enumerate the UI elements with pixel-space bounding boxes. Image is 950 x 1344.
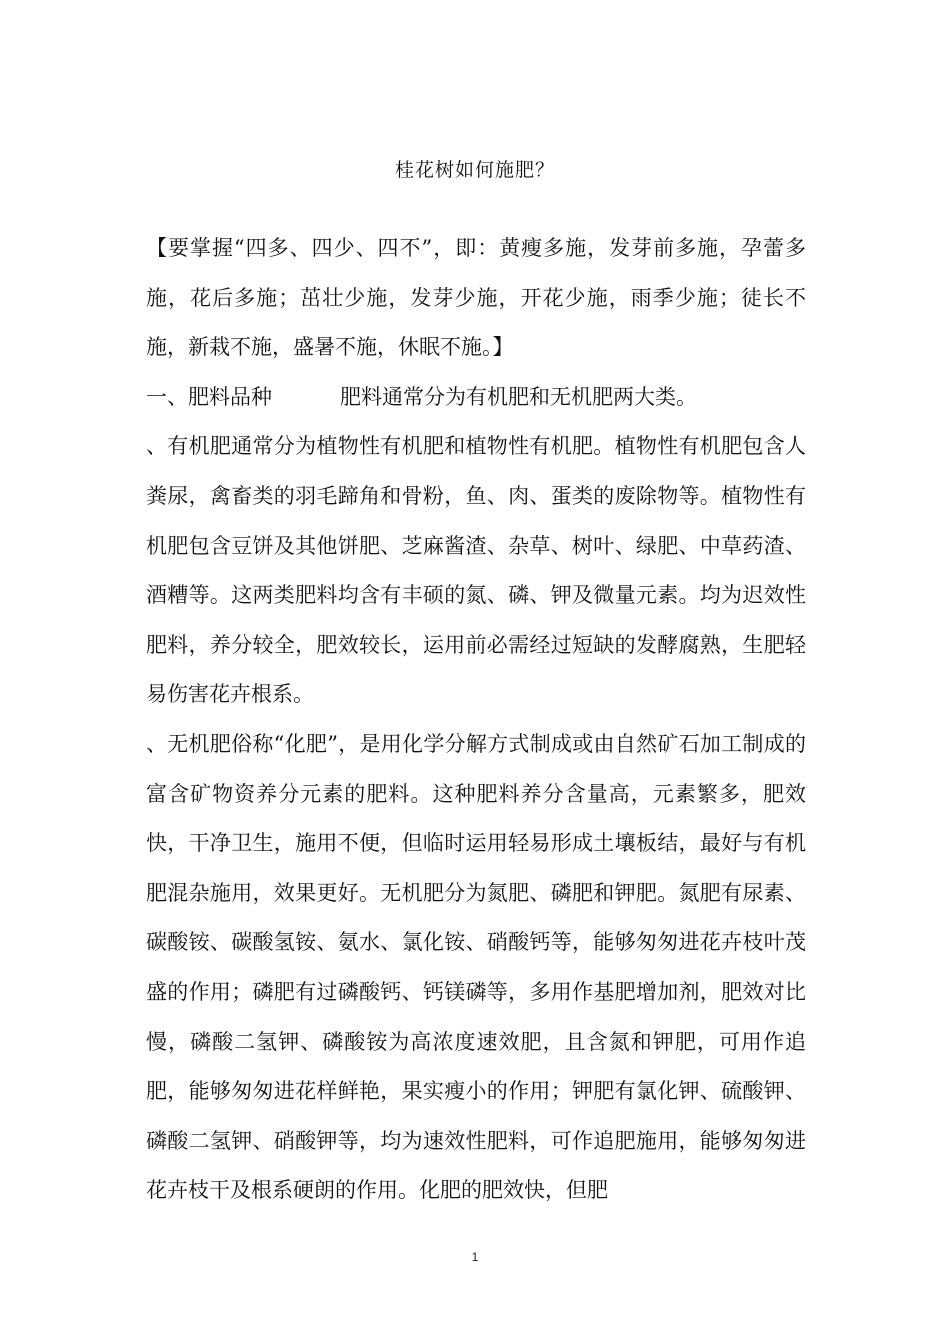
document-body xyxy=(146,224,806,1216)
summary-paragraph: 【要掌握“四多、四少、四不”，即：黄瘦多施，发芽前多施，孕蕾多施，花后多施；茁壮少施，发芽少施，开花少施，雨季少施；徒长不施，新栽不施，盛暑不施，休眠不施。】 xyxy=(146,236,806,360)
section-heading: 一、肥料品种 xyxy=(146,384,272,409)
inorganic-fertilizer-paragraph: 、无机肥俗称“化肥”，是用化学分解方式制成或由自然矿石加工制成的富含矿物资养分元素的肥料。这种肥料养分含量高，元素繁多，肥效快，干净卫生，施用不便，但临时运用轻易形成土壤板结，最好与有机肥混杂施用，效果更好。无机肥分为氮肥、磷肥和钾肥。氮肥有尿素、碳酸铵、碳酸氢铵、氨水、氯化铵、硝酸钙等，能够匆匆进花卉枝叶茂盛的作用；磷肥有过磷酸钙、钙镁磷等，多用作基肥增加剂，肥效对比慢，磷酸二氢钾、磷酸铵为高浓度速效肥，且含氮和钾肥，可用作追肥，能够匆匆进花样鲜艳，果实瘦小的作用；钾肥有氯化钾、硫酸钾、磷酸二氢钾、硝酸钾等，均为速效性肥料，可作追肥施用，能够匆匆进花卉枝干及根系硬朗的作用。化肥的肥效快，但肥 xyxy=(146,731,806,1203)
page-title: 桂花树如何施肥？ xyxy=(394,159,555,181)
section-heading-line xyxy=(146,373,806,423)
organic-fertilizer-paragraph: 、有机肥通常分为植物性有机肥和植物性有机肥。植物性有机肥包含人粪尿，禽畜类的羽毛蹄角和骨粉，鱼、肉、蛋类的废除物等。植物性有机肥包含豆饼及其他饼肥、芝麻酱渣、杂草、树叶、绿肥、中草药渣、酒糟等。这两类肥料均含有丰硕的氮、磷、钾及微量元素。均为迟效性肥料，养分较全，肥效较长，运用前必需经过短缺的发酵腐熟，生肥轻易伤害花卉根系。 xyxy=(146,434,806,707)
section-intro: 肥料通常分为有机肥和无机肥两大类。 xyxy=(340,384,697,409)
page-number: 1 xyxy=(471,1250,479,1264)
